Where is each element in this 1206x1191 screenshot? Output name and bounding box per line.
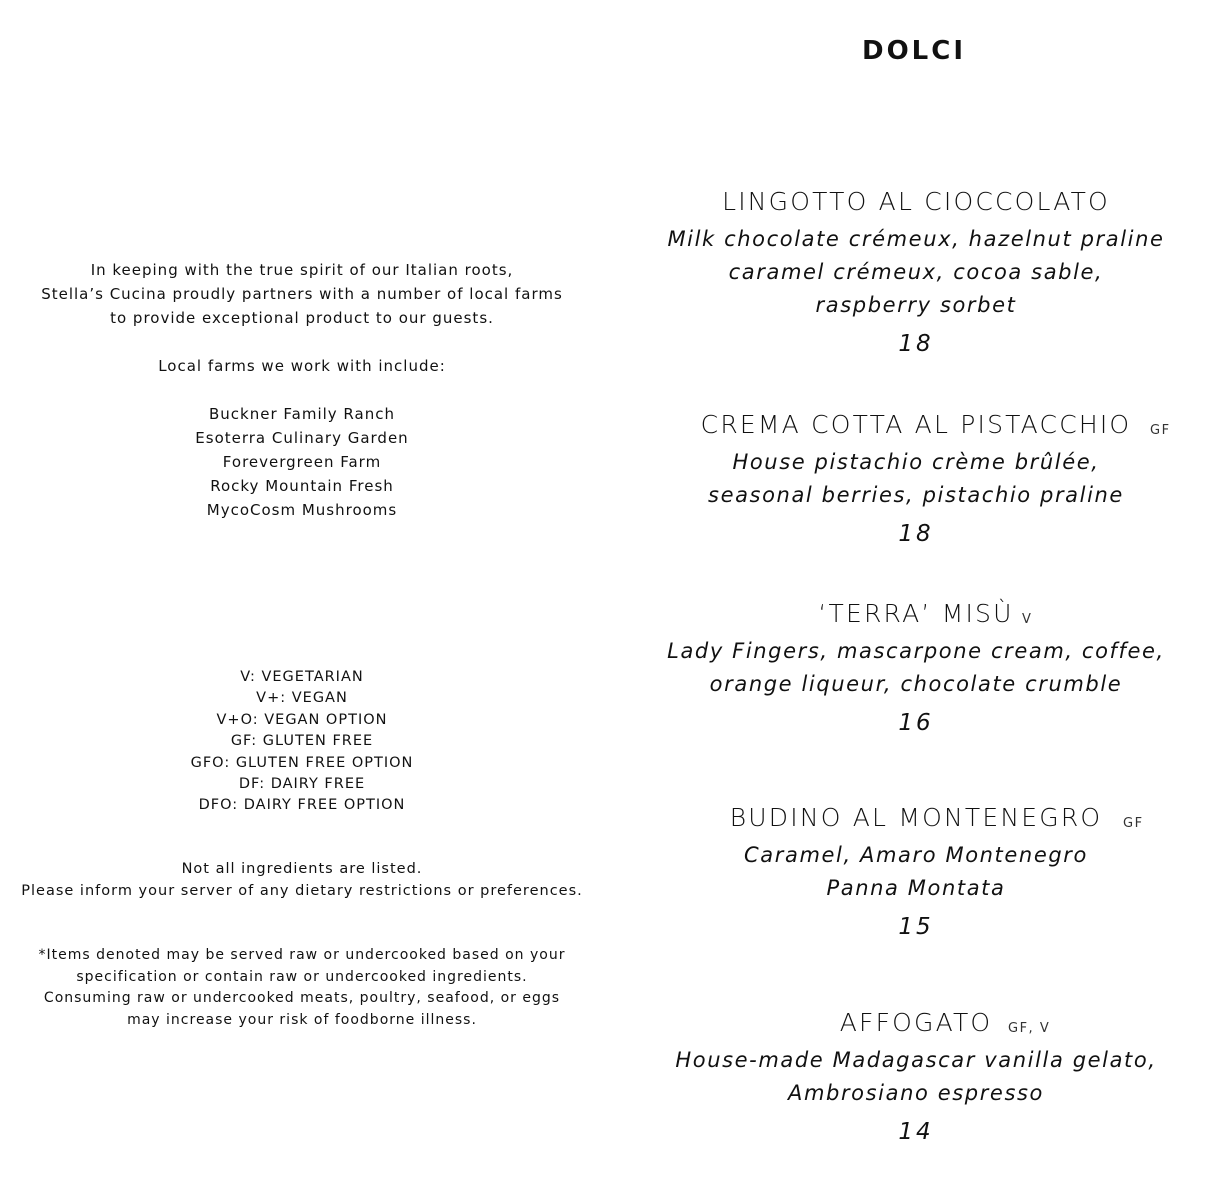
legend-item: GFO: GLUTEN FREE OPTION xyxy=(190,754,414,771)
farm-item: MycoCosm Mushrooms xyxy=(206,501,398,519)
dish-description-line: caramel crémeux, cocoa sable, xyxy=(728,260,1104,284)
farms-heading-text: Local farms we work with include: xyxy=(158,357,446,375)
disclaimer-line: specification or contain raw or undercooked ingredients. xyxy=(76,968,528,985)
dish-description-line: seasonal berries, pistachio praline xyxy=(708,483,1124,507)
notice-line: Please inform your server of any dietary restrictions or preferences. xyxy=(21,882,583,899)
dietary-tag: GF, V xyxy=(1008,1021,1051,1036)
dish-price: 14 xyxy=(898,1119,934,1145)
dish-description-line: raspberry sorbet xyxy=(815,293,1017,317)
dish-name: BUDINO AL MONTENEGRO xyxy=(729,803,1103,832)
legend-item: V+: VEGAN xyxy=(256,690,348,707)
dish-name: LINGOTTO AL CIOCCOLATO xyxy=(722,187,1110,216)
dietary-legend xyxy=(0,667,604,817)
dish-lingotto xyxy=(604,187,1206,359)
farm-item: Forevergreen Farm xyxy=(222,453,382,471)
dish-description-line: Lady Fingers, mascarpone cream, coffee, xyxy=(667,639,1165,663)
dish-affogato xyxy=(604,1008,1206,1147)
intro-line: In keeping with the true spirit of our Italian roots, xyxy=(90,261,514,279)
legend-item: DF: DAIRY FREE xyxy=(238,776,366,793)
dish-description-line: Ambrosiano espresso xyxy=(788,1081,1044,1105)
dish-description-line: orange liqueur, chocolate crumble xyxy=(709,672,1123,696)
dish-description-line: House pistachio crème brûlée, xyxy=(732,450,1100,474)
intro-line: to provide exceptional product to our guests. xyxy=(110,309,494,327)
farm-item: Buckner Family Ranch xyxy=(209,405,395,423)
dish-name-row xyxy=(604,599,1206,629)
dish-description-line: Milk chocolate crémeux, hazelnut praline xyxy=(667,227,1165,251)
intro-line: Stella’s Cucina proudly partners with a number of local farms xyxy=(41,285,563,303)
dish-price: 15 xyxy=(898,914,934,940)
dish-price: 18 xyxy=(898,521,934,547)
dish-name-row xyxy=(604,410,1206,440)
dish-name: ‘TERRA’ MISÙ xyxy=(818,599,1014,628)
menu-column xyxy=(604,0,1206,1191)
farm-item: Esoterra Culinary Garden xyxy=(195,429,409,447)
farms-heading xyxy=(0,354,604,378)
dish-description-line: Panna Montata xyxy=(826,876,1006,900)
dish-name-row xyxy=(604,1008,1206,1038)
dish-price: 18 xyxy=(898,331,934,357)
dietary-tag: V xyxy=(1022,612,1033,627)
dish-crema-cotta xyxy=(604,410,1206,549)
dietary-tag: GF xyxy=(1150,423,1171,438)
dish-name: CREMA COTTA AL PISTACCHIO xyxy=(700,410,1132,439)
disclaimer-line: Consuming raw or undercooked meats, poultry, seafood, or eggs xyxy=(43,990,561,1006)
farm-item: Rocky Mountain Fresh xyxy=(210,477,394,495)
legend-item: V: VEGETARIAN xyxy=(240,669,364,685)
dish-description-line: Caramel, Amaro Montenegro xyxy=(744,843,1088,867)
dish-name: AFFOGATO xyxy=(839,1008,993,1037)
dietary-tag: GF xyxy=(1123,816,1144,831)
ingredients-notice xyxy=(0,859,604,902)
legend-item: GF: GLUTEN FREE xyxy=(230,733,374,750)
dish-price: 16 xyxy=(898,710,934,736)
legend-item: DFO: DAIRY FREE OPTION xyxy=(198,797,406,814)
dish-description-line: House-made Madagascar vanilla gelato, xyxy=(675,1048,1157,1072)
notice-line: Not all ingredients are listed. xyxy=(181,861,423,877)
dish-terra-misu xyxy=(604,599,1206,738)
intro-paragraph xyxy=(0,258,604,330)
farms-list xyxy=(0,402,604,522)
disclaimer-line: may increase your risk of foodborne illness. xyxy=(127,1011,477,1028)
menu-title: DOLCI xyxy=(861,36,966,66)
legend-item: V+O: VEGAN OPTION xyxy=(216,711,388,728)
dish-name-row xyxy=(604,803,1206,833)
raw-food-disclaimer xyxy=(0,945,604,1031)
dish-name-row xyxy=(604,187,1206,217)
disclaimer-line: *Items denoted may be served raw or undercooked based on your xyxy=(38,947,566,963)
dish-budino xyxy=(604,803,1206,942)
